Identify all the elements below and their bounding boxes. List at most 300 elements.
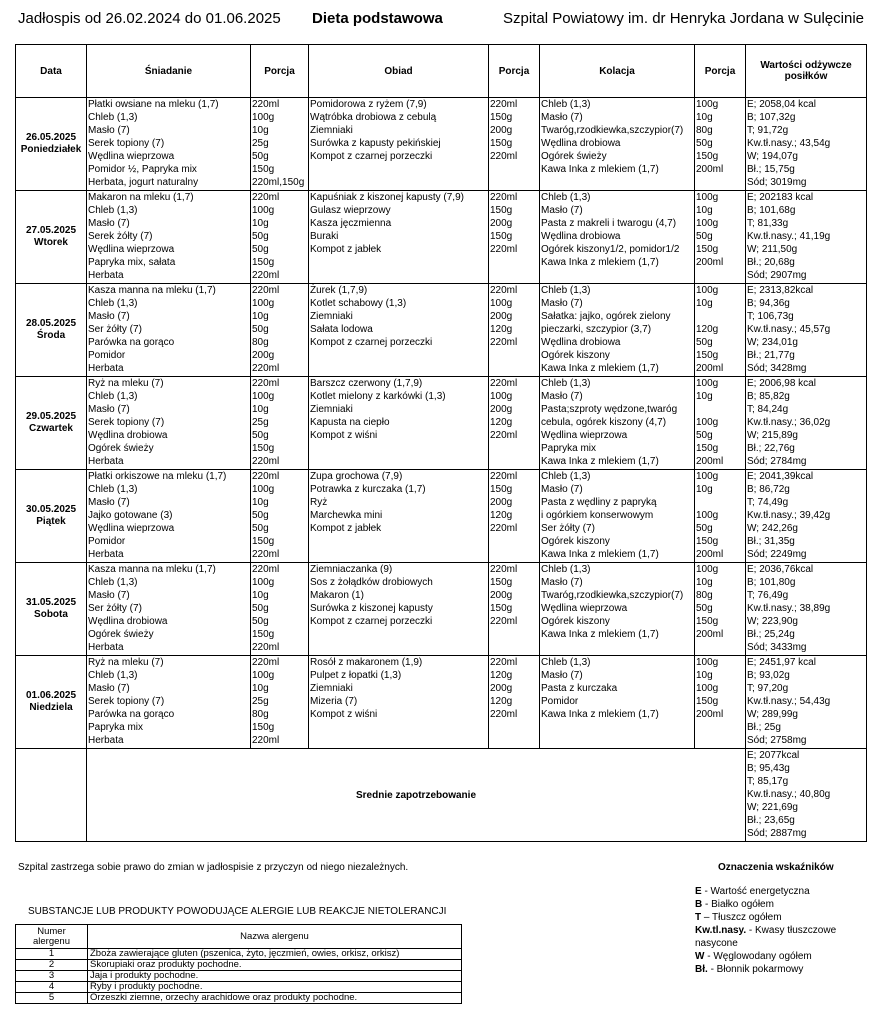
breakfast-portion-cell <box>251 470 309 563</box>
dinner-portion-line: 200ml <box>696 629 724 640</box>
legend-key: E <box>695 886 702 897</box>
breakfast-portion-line: 50g <box>252 231 269 242</box>
legend-key: B <box>695 899 703 910</box>
dinner-portion-line <box>696 496 745 509</box>
average-label: Srednie zapotrzebowanie <box>87 749 746 842</box>
lunch-portion-line: 220ml <box>490 378 518 389</box>
breakfast-portion-line: 220ml <box>252 549 280 560</box>
breakfast-item-cell <box>87 191 251 284</box>
breakfast-portion-line: 220ml,150g <box>252 177 305 188</box>
nutrition-value-line: Kw.tł.nasy.; 54,43g <box>747 696 831 707</box>
dinner-portion-line: 200ml <box>696 549 724 560</box>
dinner-item-line: Ogórek kiszony <box>541 616 610 627</box>
lunch-portion-line: 220ml <box>490 523 518 534</box>
breakfast-portion-line: 10g <box>252 683 269 694</box>
nutrition-value-line: W; 194,07g <box>747 151 798 162</box>
lunch-item-cell <box>309 470 489 563</box>
allergen-row <box>16 971 462 982</box>
lunch-portion-line: 220ml <box>490 430 518 441</box>
lunch-portion-line: 200g <box>490 311 513 322</box>
legend-text: - Węglowodany ogółem <box>707 951 812 962</box>
breakfast-item-line: Masło (7) <box>88 311 130 322</box>
nutrition-value-line: E; 2313,82kcal <box>747 285 814 296</box>
legend-key: Kw.tl.nasy. <box>695 925 747 936</box>
col-lunch: Obiad <box>309 45 489 98</box>
average-value: Bł.; 23,65g <box>747 815 795 826</box>
dinner-portion-line: 100g <box>696 417 719 428</box>
lunch-item-line: Kompot z wiśni <box>310 709 378 720</box>
lunch-portion-line: 150g <box>490 577 513 588</box>
dinner-item-line: pieczarki, szczypior (3,7) <box>541 324 652 335</box>
dinner-item-line: Wędlina drobiowa <box>541 337 621 348</box>
nutrition-value-line: T; 91,72g <box>747 125 789 136</box>
dinner-item-line: Masło (7) <box>541 205 583 216</box>
dinner-portion-cell <box>695 191 746 284</box>
lunch-item-line: Potrawka z kurczaka (1,7) <box>310 484 426 495</box>
legend-key: T <box>695 912 702 923</box>
dinner-item-line: Masło (7) <box>541 670 583 681</box>
nutrition-value-line: Kw.tł.nasy.; 41,19g <box>747 231 831 242</box>
nutrition-value-line: W; 211,50g <box>747 244 798 255</box>
date-cell <box>16 656 87 749</box>
nutrition-value-line: Kw.tł.nasy.; 36,02g <box>747 417 831 428</box>
average-values <box>746 749 867 842</box>
breakfast-item-line: Pomidor <box>88 350 126 361</box>
lunch-item-line: Pulpet z łopatki (1,3) <box>310 670 402 681</box>
menu-header-row <box>16 45 867 98</box>
dinner-item-cell <box>540 377 695 470</box>
col-dinner: Kolacja <box>540 45 695 98</box>
lunch-item-line: Ziemniaki <box>310 125 353 136</box>
breakfast-item-line: Papryka mix <box>88 722 144 733</box>
lunch-portion-line: 100g <box>490 391 513 402</box>
dinner-item-line: Chleb (1,3) <box>541 564 591 575</box>
lunch-item-line: Surówka z kapusty pekińskiej <box>310 138 441 149</box>
allergen-name: Orzeszki ziemne, orzechy arachidowe oraz produkty pochodne. <box>88 993 462 1004</box>
breakfast-item-cell <box>87 98 251 191</box>
lunch-item-line: Sos z żołądków drobiowych <box>310 577 433 588</box>
breakfast-item-line: Serek topiony (7) <box>88 138 165 149</box>
breakfast-portion-cell <box>251 284 309 377</box>
breakfast-portion-cell <box>251 377 309 470</box>
breakfast-portion-line: 220ml <box>252 270 280 281</box>
breakfast-portion-line: 200g <box>252 350 275 361</box>
breakfast-portion-line: 220ml <box>252 363 280 374</box>
dinner-portion-line: 100g <box>696 218 719 229</box>
disclaimer: Szpital zastrzega sobie prawo do zmian w jadłospisie z przyczyn od niego niezależnych. <box>18 862 409 873</box>
lunch-portion-cell <box>489 470 540 563</box>
nutrition-value-line: Sód; 3433mg <box>747 642 807 653</box>
lunch-item-line: Kompot z wiśni <box>310 430 378 441</box>
lunch-portion-line: 220ml <box>490 285 518 296</box>
dinner-item-line: Chleb (1,3) <box>541 192 591 203</box>
lunch-item-cell <box>309 656 489 749</box>
dinner-item-line: Masło (7) <box>541 391 583 402</box>
dinner-item-line: Kawa Inka z mlekiem (1,7) <box>541 363 659 374</box>
dinner-portion-line: 200ml <box>696 456 724 467</box>
dinner-portion-cell <box>695 98 746 191</box>
nutrition-value-cell <box>746 377 867 470</box>
allergen-name: Zboża zawierające gluten (pszenica, żyto, jęczmień, owies, orkisz, orkisz) <box>88 949 462 960</box>
average-value: W; 221,69g <box>747 802 798 813</box>
dinner-portion-line: 200ml <box>696 363 724 374</box>
lunch-item-line: Żurek (1,7,9) <box>310 285 368 296</box>
dinner-item-line: Ogórek kiszony <box>541 536 610 547</box>
legend-item <box>695 911 860 924</box>
dinner-portion-line: 100g <box>696 471 719 482</box>
day-row <box>16 470 867 563</box>
page-header <box>18 10 864 32</box>
legend-item <box>695 950 860 963</box>
dinner-item-line: Wędlina wieprzowa <box>541 603 628 614</box>
menu-period: Jadłospis od 26.02.2024 do 01.06.2025 <box>18 10 281 27</box>
day-row <box>16 191 867 284</box>
nutrition-value-cell <box>746 191 867 284</box>
nutrition-value-line: B; 86,72g <box>747 484 790 495</box>
lunch-item-line: Kapuśniak z kiszonej kapusty (7,9) <box>310 192 464 203</box>
dinner-item-line: Ser żółty (7) <box>541 523 595 534</box>
dinner-portion-line: 200ml <box>696 164 724 175</box>
breakfast-item-cell <box>87 284 251 377</box>
nutrition-value-line: B; 85,82g <box>747 391 790 402</box>
nutrition-value-line: E; 2006,98 kcal <box>747 378 816 389</box>
nutrition-value-line: Bł.; 22,76g <box>747 443 795 454</box>
lunch-portion-line: 150g <box>490 231 513 242</box>
lunch-portion-line: 150g <box>490 138 513 149</box>
col-breakfast: Śniadanie <box>87 45 251 98</box>
nutrition-value-line: T; 76,49g <box>747 590 789 601</box>
dinner-portion-line: 200ml <box>696 709 724 720</box>
day-weekday: Niedziela <box>29 702 73 713</box>
breakfast-portion-line: 100g <box>252 484 275 495</box>
day-date: 29.05.2025 <box>25 411 77 422</box>
lunch-portion-line: 220ml <box>490 471 518 482</box>
nutrition-value-line: W; 289,99g <box>747 709 798 720</box>
average-row <box>16 749 867 842</box>
breakfast-portion-line: 150g <box>252 443 275 454</box>
legend-item <box>695 924 860 950</box>
lunch-portion-line: 200g <box>490 125 513 136</box>
allergen-number: 5 <box>16 993 88 1004</box>
day-weekday: Piątek <box>36 516 66 527</box>
breakfast-item-line: Ryż na mleku (7) <box>88 378 164 389</box>
breakfast-portion-line: 10g <box>252 125 269 136</box>
breakfast-item-line: Jajko gotowane (3) <box>88 510 173 521</box>
lunch-item-line: Mizeria (7) <box>310 696 358 707</box>
breakfast-portion-line: 50g <box>252 616 269 627</box>
breakfast-portion-cell <box>251 98 309 191</box>
nutrition-value-line: W; 234,01g <box>747 337 798 348</box>
day-weekday: Czwartek <box>29 423 73 434</box>
allergen-row <box>16 993 462 1004</box>
nutrition-value-line: B; 107,32g <box>747 112 796 123</box>
breakfast-portion-line: 100g <box>252 298 275 309</box>
dinner-item-cell <box>540 656 695 749</box>
diet-name: Dieta podstawowa <box>312 10 443 27</box>
lunch-item-line: Kompot z czarnej porzeczki <box>310 337 433 348</box>
lunch-portion-line: 220ml <box>490 99 518 110</box>
breakfast-portion-line: 220ml <box>252 471 280 482</box>
dinner-portion-line: 100g <box>696 378 719 389</box>
dinner-portion-line: 10g <box>696 577 713 588</box>
lunch-item-cell <box>309 98 489 191</box>
breakfast-portion-line: 50g <box>252 510 269 521</box>
breakfast-portion-line: 50g <box>252 324 269 335</box>
dinner-item-line: Pasta z wędliny z papryką <box>541 497 657 508</box>
breakfast-portion-line: 50g <box>252 523 269 534</box>
day-row <box>16 656 867 749</box>
dinner-item-line: Chleb (1,3) <box>541 378 591 389</box>
lunch-item-line: Kompot z czarnej porzeczki <box>310 616 433 627</box>
nutrition-value-line: W; 242,26g <box>747 523 798 534</box>
breakfast-portion-line: 220ml <box>252 456 280 467</box>
lunch-item-line: Gulasz wieprzowy <box>310 205 391 216</box>
nutrition-value-line: Bł.; 21,77g <box>747 350 795 361</box>
nutrition-value-line: B; 93,02g <box>747 670 790 681</box>
nutrition-value-line: Sód; 3019mg <box>747 177 807 188</box>
dinner-item-line: Pasta z kurczaka <box>541 683 618 694</box>
allergen-name: Ryby i produkty pochodne. <box>88 982 462 993</box>
breakfast-item-line: Parówka na gorąco <box>88 337 175 348</box>
dinner-portion-line: 100g <box>696 657 719 668</box>
breakfast-item-cell <box>87 470 251 563</box>
allergen-number: 3 <box>16 971 88 982</box>
dinner-item-line: Masło (7) <box>541 484 583 495</box>
breakfast-portion-line: 220ml <box>252 99 280 110</box>
day-weekday: Poniedziałek <box>20 144 82 155</box>
lunch-portion-line: 120g <box>490 696 513 707</box>
dinner-portion-line: 50g <box>696 523 713 534</box>
breakfast-item-line: Ogórek świeży <box>88 443 154 454</box>
lunch-portion-cell <box>489 377 540 470</box>
breakfast-item-line: Pomidor ½, Papryka mix <box>88 164 197 175</box>
average-value: Kw.tł.nasy.; 40,80g <box>747 789 831 800</box>
lunch-portion-line: 120g <box>490 670 513 681</box>
breakfast-item-line: Wędlina wieprzowa <box>88 151 175 162</box>
breakfast-item-line: Chleb (1,3) <box>88 205 138 216</box>
lunch-item-line: Kotlet schabowy (1,3) <box>310 298 407 309</box>
breakfast-item-line: Masło (7) <box>88 218 130 229</box>
breakfast-item-line: Papryka mix, sałata <box>88 257 176 268</box>
breakfast-item-line: Herbata <box>88 549 124 560</box>
dinner-item-cell <box>540 284 695 377</box>
dinner-item-line: Chleb (1,3) <box>541 99 591 110</box>
nutrition-value-line: W; 215,89g <box>747 430 798 441</box>
dinner-item-line: Sałatka: jajko, ogórek zielony <box>541 311 671 322</box>
dinner-item-line: Twaróg,rzodkiewka,szczypior(7) <box>541 125 684 136</box>
col-nutrition: Wartości odżywcze posiłków <box>746 45 867 98</box>
nutrition-value-line: Kw.tł.nasy.; 39,42g <box>747 510 831 521</box>
nutrition-value-line: Bł.; 31,35g <box>747 536 795 547</box>
allergen-number-header: Numer alergenu <box>16 925 88 949</box>
lunch-item-line: Ziemniaki <box>310 404 353 415</box>
nutrition-value-line: T; 97,20g <box>747 683 789 694</box>
breakfast-item-line: Pomidor <box>88 536 126 547</box>
day-weekday: Wtorek <box>34 237 68 248</box>
lunch-portion-line: 220ml <box>490 192 518 203</box>
day-date: 28.05.2025 <box>25 318 77 329</box>
breakfast-portion-line: 80g <box>252 337 269 348</box>
breakfast-item-line: Płatki owsiane na mleku (1,7) <box>88 99 219 110</box>
breakfast-item-line: Masło (7) <box>88 497 130 508</box>
breakfast-portion-line: 220ml <box>252 564 280 575</box>
dinner-portion-line: 150g <box>696 616 719 627</box>
breakfast-portion-cell <box>251 563 309 656</box>
date-cell <box>16 377 87 470</box>
breakfast-item-cell <box>87 377 251 470</box>
breakfast-item-line: Ser żółty (7) <box>88 324 142 335</box>
dinner-item-line: Twaróg,rzodkiewka,szczypior(7) <box>541 590 684 601</box>
breakfast-portion-line: 100g <box>252 670 275 681</box>
nutrition-value-line: Kw.tł.nasy.; 38,89g <box>747 603 831 614</box>
date-cell <box>16 470 87 563</box>
nutrition-value-cell <box>746 98 867 191</box>
average-value: E; 2077kcal <box>747 750 800 761</box>
dinner-item-line: Pasta z makreli i twarogu (4,7) <box>541 218 677 229</box>
breakfast-item-line: Chleb (1,3) <box>88 391 138 402</box>
dinner-portion-line: 150g <box>696 536 719 547</box>
lunch-portion-line: 220ml <box>490 564 518 575</box>
lunch-item-line: Rosół z makaronem (1,9) <box>310 657 423 668</box>
breakfast-item-line: Chleb (1,3) <box>88 484 138 495</box>
allergen-row <box>16 949 462 960</box>
dinner-portion-line: 100g <box>696 510 719 521</box>
breakfast-portion-line: 220ml <box>252 642 280 653</box>
breakfast-item-line: Herbata, jogurt naturalny <box>88 177 199 188</box>
lunch-item-cell <box>309 284 489 377</box>
lunch-portion-cell <box>489 98 540 191</box>
dinner-portion-line: 150g <box>696 350 719 361</box>
dinner-item-line: Chleb (1,3) <box>541 657 591 668</box>
dinner-portion-line: 80g <box>696 125 713 136</box>
lunch-portion-line: 220ml <box>490 151 518 162</box>
dinner-portion-line <box>696 403 745 416</box>
breakfast-portion-line: 100g <box>252 391 275 402</box>
breakfast-portion-line: 100g <box>252 112 275 123</box>
dinner-portion-line: 200ml <box>696 257 724 268</box>
allergen-name: Jaja i produkty pochodne. <box>88 971 462 982</box>
breakfast-item-line: Chleb (1,3) <box>88 112 138 123</box>
lunch-portion-line: 100g <box>490 298 513 309</box>
dinner-portion-line: 100g <box>696 99 719 110</box>
nutrition-value-line: Bł.; 20,68g <box>747 257 795 268</box>
date-cell <box>16 563 87 656</box>
breakfast-item-line: Ryż na mleku (7) <box>88 657 164 668</box>
lunch-item-line: Ziemniaczanka (9) <box>310 564 393 575</box>
allergen-table <box>15 924 462 1004</box>
lunch-item-cell <box>309 563 489 656</box>
col-portion: Porcja <box>251 45 309 98</box>
lunch-item-line: Kotlet mielony z karkówki (1,3) <box>310 391 446 402</box>
dinner-portion-line: 10g <box>696 205 713 216</box>
date-cell <box>16 191 87 284</box>
lunch-item-line: Barszcz czerwony (1,7,9) <box>310 378 423 389</box>
dinner-portion-line: 80g <box>696 590 713 601</box>
lunch-item-cell <box>309 191 489 284</box>
dinner-item-line: Kawa Inka z mlekiem (1,7) <box>541 549 659 560</box>
col-portion: Porcja <box>489 45 540 98</box>
allergen-number: 2 <box>16 960 88 971</box>
lunch-portion-line: 150g <box>490 112 513 123</box>
dinner-item-line: Kawa Inka z mlekiem (1,7) <box>541 164 659 175</box>
dinner-portion-line: 10g <box>696 391 713 402</box>
breakfast-portion-line: 220ml <box>252 285 280 296</box>
breakfast-item-line: Kasza manna na mleku (1,7) <box>88 285 216 296</box>
lunch-item-line: Makaron (1) <box>310 590 364 601</box>
dinner-portion-line: 150g <box>696 443 719 454</box>
nutrition-value-line: Sód; 3428mg <box>747 363 807 374</box>
nutrition-value-line: W; 223,90g <box>747 616 798 627</box>
nutrition-value-line: B; 94,36g <box>747 298 790 309</box>
average-value: Sód; 2887mg <box>747 828 807 839</box>
allergen-number: 1 <box>16 949 88 960</box>
breakfast-item-line: Płatki orkiszowe na mleku (1,7) <box>88 471 227 482</box>
breakfast-item-line: Masło (7) <box>88 683 130 694</box>
breakfast-item-line: Chleb (1,3) <box>88 670 138 681</box>
day-date: 31.05.2025 <box>25 597 77 608</box>
lunch-portion-line: 150g <box>490 603 513 614</box>
lunch-portion-line: 220ml <box>490 616 518 627</box>
dinner-item-line: Ogórek świeży <box>541 151 607 162</box>
lunch-item-line: Buraki <box>310 231 339 242</box>
breakfast-portion-line: 100g <box>252 577 275 588</box>
dinner-item-line: Pasta;szproty wędzone,twaróg <box>541 404 678 415</box>
lunch-portion-line: 220ml <box>490 244 518 255</box>
dinner-portion-cell <box>695 377 746 470</box>
day-row <box>16 377 867 470</box>
lunch-portion-line: 220ml <box>490 657 518 668</box>
breakfast-portion-line: 220ml <box>252 192 280 203</box>
legend-item <box>695 885 860 898</box>
legend-title: Oznaczenia wskaźników <box>718 862 834 873</box>
breakfast-item-line: Masło (7) <box>88 125 130 136</box>
allergen-name-header: Nazwa alergenu <box>88 925 462 949</box>
dinner-portion-line: 150g <box>696 244 719 255</box>
breakfast-portion-line: 10g <box>252 590 269 601</box>
nutrition-value-line: Kw.tł.nasy.; 43,54g <box>747 138 831 149</box>
breakfast-item-line: Serek żółty (7) <box>88 231 153 242</box>
nutrition-value-line: Sód; 2758mg <box>747 735 807 746</box>
dinner-item-line: Kawa Inka z mlekiem (1,7) <box>541 257 659 268</box>
lunch-portion-line: 150g <box>490 484 513 495</box>
dinner-portion-line: 50g <box>696 231 713 242</box>
nutrition-value-cell <box>746 656 867 749</box>
lunch-portion-cell <box>489 284 540 377</box>
breakfast-portion-line: 150g <box>252 164 275 175</box>
lunch-item-line: Ziemniaki <box>310 311 353 322</box>
lunch-portion-line: 220ml <box>490 337 518 348</box>
legend <box>695 885 860 976</box>
nutrition-value-line: E; 202183 kcal <box>747 192 814 203</box>
breakfast-item-line: Herbata <box>88 735 124 746</box>
menu-table <box>15 44 867 842</box>
day-date: 26.05.2025 <box>25 132 77 143</box>
date-cell <box>16 284 87 377</box>
dinner-item-line: Masło (7) <box>541 577 583 588</box>
dinner-item-cell <box>540 191 695 284</box>
lunch-item-line: Pomidorowa z ryżem (7,9) <box>310 99 427 110</box>
breakfast-item-line: Wędlina wieprzowa <box>88 244 175 255</box>
nutrition-value-line: T; 74,49g <box>747 497 789 508</box>
hospital-name: Szpital Powiatowy im. dr Henryka Jordana w Sulęcinie <box>503 10 864 27</box>
lunch-portion-line: 150g <box>490 205 513 216</box>
lunch-portion-line: 200g <box>490 497 513 508</box>
dinner-item-line: Ogórek kiszony1/2, pomidor1/2 <box>541 244 680 255</box>
dinner-portion-line: 150g <box>696 696 719 707</box>
dinner-portion-line: 100g <box>696 683 719 694</box>
lunch-item-line: Ziemniaki <box>310 683 353 694</box>
lunch-item-line: Kapusta na ciepło <box>310 417 390 428</box>
